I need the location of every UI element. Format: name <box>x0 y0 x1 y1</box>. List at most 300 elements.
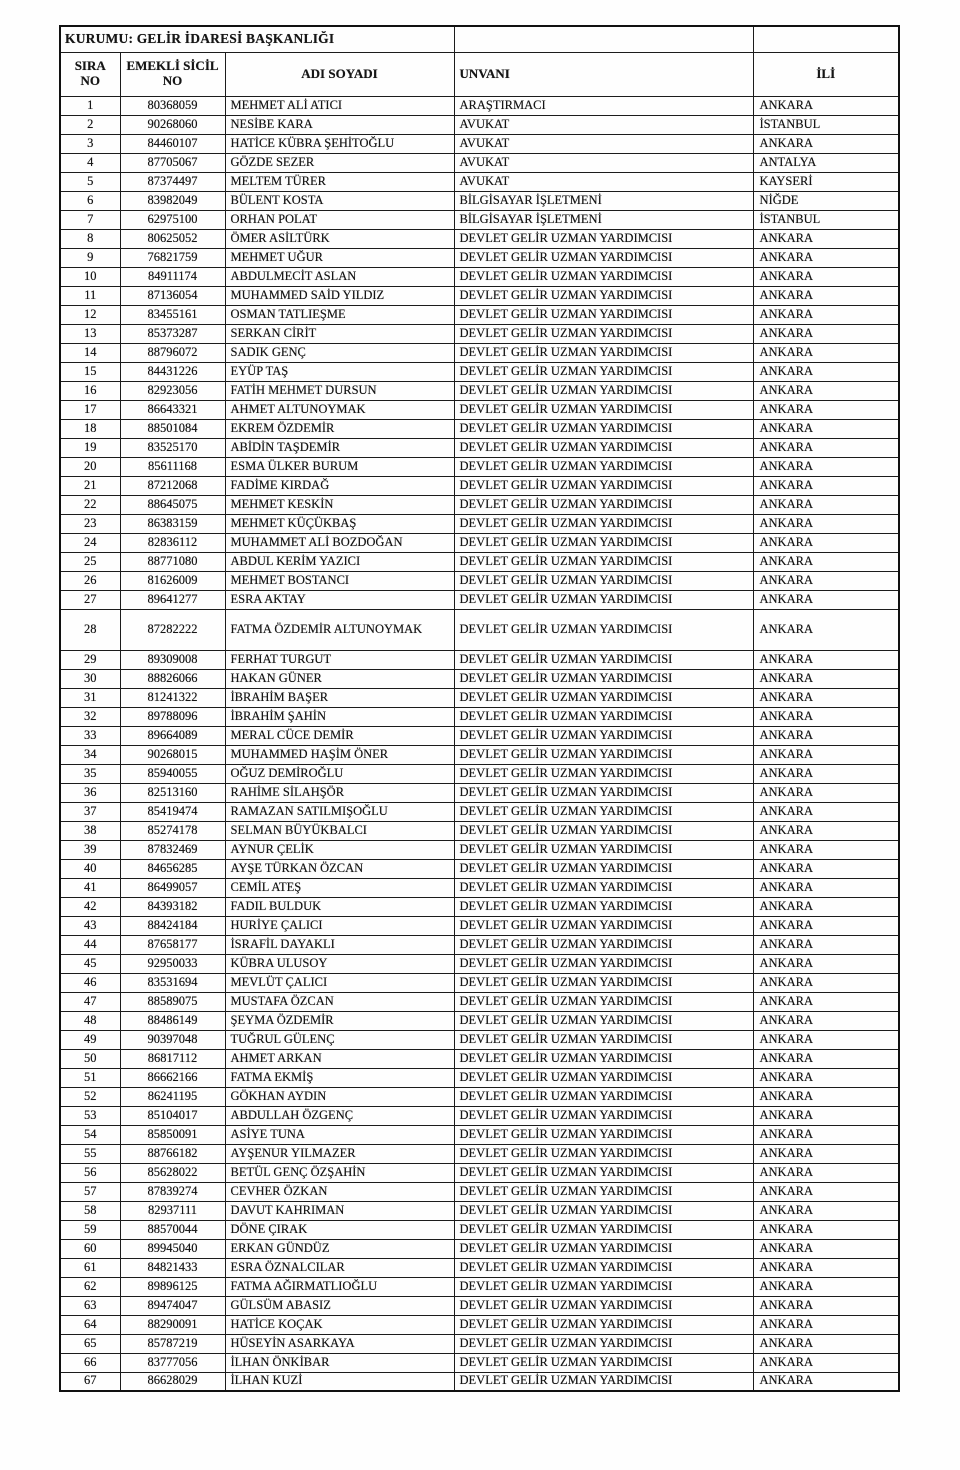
table-row <box>60 1201 899 1220</box>
cell-ili: ANKARA <box>753 840 899 859</box>
cell-emekli-sicil-no: 86628029 <box>120 1372 225 1391</box>
cell-sira-no: 11 <box>60 286 120 305</box>
cell-sira-no: 30 <box>60 669 120 688</box>
cell-ili: ANKARA <box>753 1182 899 1201</box>
cell-ili: ANKARA <box>753 992 899 1011</box>
cell-adi-soyadi: HAKAN GÜNER <box>225 669 454 688</box>
cell-emekli-sicil-no: 87374497 <box>120 172 225 191</box>
column-header-emekli-sicil-no: EMEKLİ SİCİL NO <box>120 52 225 96</box>
cell-adi-soyadi: İBRAHİM ŞAHİN <box>225 707 454 726</box>
table-row <box>60 191 899 210</box>
cell-emekli-sicil-no: 87705067 <box>120 153 225 172</box>
cell-adi-soyadi: GÜLSÜM ABASIZ <box>225 1296 454 1315</box>
cell-sira-no: 36 <box>60 783 120 802</box>
cell-emekli-sicil-no: 81626009 <box>120 571 225 590</box>
table-row <box>60 1239 899 1258</box>
table-row <box>60 1315 899 1334</box>
cell-sira-no: 23 <box>60 514 120 533</box>
cell-emekli-sicil-no: 87839274 <box>120 1182 225 1201</box>
cell-emekli-sicil-no: 84393182 <box>120 897 225 916</box>
cell-emekli-sicil-no: 85419474 <box>120 802 225 821</box>
cell-adi-soyadi: FATMA ÖZDEMİR ALTUNOYMAK <box>225 609 454 650</box>
cell-adi-soyadi: HÜSEYİN ASARKAYA <box>225 1334 454 1353</box>
table-row <box>60 859 899 878</box>
table-row <box>60 821 899 840</box>
table-row <box>60 1068 899 1087</box>
cell-unvani: BİLGİSAYAR İŞLETMENİ <box>454 210 753 229</box>
cell-emekli-sicil-no: 85104017 <box>120 1106 225 1125</box>
cell-adi-soyadi: HURİYE ÇALICI <box>225 916 454 935</box>
cell-sira-no: 29 <box>60 650 120 669</box>
table-row <box>60 590 899 609</box>
cell-emekli-sicil-no: 89309008 <box>120 650 225 669</box>
cell-adi-soyadi: ESMA ÜLKER BURUM <box>225 457 454 476</box>
cell-sira-no: 21 <box>60 476 120 495</box>
personnel-table <box>59 25 900 1392</box>
cell-sira-no: 47 <box>60 992 120 1011</box>
cell-ili: ANKARA <box>753 859 899 878</box>
table-row <box>60 305 899 324</box>
cell-adi-soyadi: MUHAMMED HAŞİM ÖNER <box>225 745 454 764</box>
cell-sira-no: 50 <box>60 1049 120 1068</box>
cell-ili: İSTANBUL <box>753 210 899 229</box>
table-row <box>60 650 899 669</box>
cell-adi-soyadi: ORHAN POLAT <box>225 210 454 229</box>
cell-sira-no: 66 <box>60 1353 120 1372</box>
table-row <box>60 476 899 495</box>
cell-adi-soyadi: İBRAHİM BAŞER <box>225 688 454 707</box>
cell-adi-soyadi: OĞUZ DEMİROĞLU <box>225 764 454 783</box>
cell-ili: ANKARA <box>753 134 899 153</box>
cell-sira-no: 9 <box>60 248 120 267</box>
cell-ili: ANKARA <box>753 552 899 571</box>
cell-emekli-sicil-no: 87136054 <box>120 286 225 305</box>
cell-emekli-sicil-no: 83455161 <box>120 305 225 324</box>
cell-emekli-sicil-no: 82923056 <box>120 381 225 400</box>
cell-adi-soyadi: MEVLÜT ÇALICI <box>225 973 454 992</box>
table-row <box>60 897 899 916</box>
cell-sira-no: 67 <box>60 1372 120 1391</box>
table-row <box>60 1372 899 1391</box>
cell-unvani: DEVLET GELİR UZMAN YARDIMCISI <box>454 438 753 457</box>
cell-sira-no: 13 <box>60 324 120 343</box>
cell-sira-no: 42 <box>60 897 120 916</box>
cell-emekli-sicil-no: 85787219 <box>120 1334 225 1353</box>
cell-adi-soyadi: İSRAFİL DAYAKLI <box>225 935 454 954</box>
cell-unvani: DEVLET GELİR UZMAN YARDIMCISI <box>454 726 753 745</box>
cell-unvani: DEVLET GELİR UZMAN YARDIMCISI <box>454 1220 753 1239</box>
table-row <box>60 669 899 688</box>
column-header-adi-soyadi: ADI SOYADI <box>225 52 454 96</box>
cell-sira-no: 12 <box>60 305 120 324</box>
cell-unvani: BİLGİSAYAR İŞLETMENİ <box>454 191 753 210</box>
cell-ili: ANKARA <box>753 476 899 495</box>
cell-emekli-sicil-no: 84460107 <box>120 134 225 153</box>
cell-ili: KAYSERİ <box>753 172 899 191</box>
table-row <box>60 992 899 1011</box>
kurumu-row <box>60 26 899 52</box>
cell-ili: ANKARA <box>753 286 899 305</box>
table-row <box>60 973 899 992</box>
column-header-sira-no: SIRA NO <box>60 52 120 96</box>
cell-adi-soyadi: SERKAN CİRİT <box>225 324 454 343</box>
cell-emekli-sicil-no: 82836112 <box>120 533 225 552</box>
cell-unvani: DEVLET GELİR UZMAN YARDIMCISI <box>454 457 753 476</box>
cell-sira-no: 58 <box>60 1201 120 1220</box>
cell-adi-soyadi: AYŞE TÜRKAN ÖZCAN <box>225 859 454 878</box>
cell-sira-no: 53 <box>60 1106 120 1125</box>
cell-ili: ANKARA <box>753 1353 899 1372</box>
table-row <box>60 457 899 476</box>
cell-unvani: DEVLET GELİR UZMAN YARDIMCISI <box>454 1372 753 1391</box>
cell-emekli-sicil-no: 85373287 <box>120 324 225 343</box>
cell-adi-soyadi: SELMAN BÜYÜKBALCI <box>225 821 454 840</box>
cell-unvani: DEVLET GELİR UZMAN YARDIMCISI <box>454 1334 753 1353</box>
table-row <box>60 707 899 726</box>
table-row <box>60 267 899 286</box>
cell-ili: ANKARA <box>753 1163 899 1182</box>
table-row <box>60 552 899 571</box>
kurumu-empty-cell-2 <box>753 26 899 52</box>
cell-adi-soyadi: ESRA ÖZNALCILAR <box>225 1258 454 1277</box>
cell-unvani: AVUKAT <box>454 153 753 172</box>
cell-emekli-sicil-no: 83777056 <box>120 1353 225 1372</box>
cell-emekli-sicil-no: 80368059 <box>120 96 225 115</box>
cell-ili: ANKARA <box>753 229 899 248</box>
cell-unvani: DEVLET GELİR UZMAN YARDIMCISI <box>454 381 753 400</box>
cell-sira-no: 49 <box>60 1030 120 1049</box>
cell-sira-no: 14 <box>60 343 120 362</box>
cell-emekli-sicil-no: 88766182 <box>120 1144 225 1163</box>
cell-adi-soyadi: FATİH MEHMET DURSUN <box>225 381 454 400</box>
cell-unvani: DEVLET GELİR UZMAN YARDIMCISI <box>454 1030 753 1049</box>
cell-emekli-sicil-no: 82937111 <box>120 1201 225 1220</box>
cell-adi-soyadi: NESİBE KARA <box>225 115 454 134</box>
table-row <box>60 1220 899 1239</box>
cell-ili: ANKARA <box>753 1258 899 1277</box>
cell-emekli-sicil-no: 88796072 <box>120 343 225 362</box>
cell-emekli-sicil-no: 88486149 <box>120 1011 225 1030</box>
cell-adi-soyadi: SADIK GENÇ <box>225 343 454 362</box>
cell-emekli-sicil-no: 88290091 <box>120 1315 225 1334</box>
cell-sira-no: 25 <box>60 552 120 571</box>
cell-adi-soyadi: MEHMET UĞUR <box>225 248 454 267</box>
cell-unvani: AVUKAT <box>454 172 753 191</box>
cell-unvani: DEVLET GELİR UZMAN YARDIMCISI <box>454 1106 753 1125</box>
cell-sira-no: 32 <box>60 707 120 726</box>
cell-adi-soyadi: KÜBRA ULUSOY <box>225 954 454 973</box>
cell-adi-soyadi: MUHAMMET ALİ BOZDOĞAN <box>225 533 454 552</box>
table-row <box>60 1106 899 1125</box>
cell-sira-no: 56 <box>60 1163 120 1182</box>
cell-sira-no: 16 <box>60 381 120 400</box>
table-row <box>60 495 899 514</box>
kurumu-label: KURUMU: GELİR İDARESİ BAŞKANLIĞI <box>60 26 454 52</box>
cell-emekli-sicil-no: 86241195 <box>120 1087 225 1106</box>
cell-unvani: DEVLET GELİR UZMAN YARDIMCISI <box>454 916 753 935</box>
cell-ili: ANKARA <box>753 590 899 609</box>
cell-adi-soyadi: BETÜL GENÇ ÖZŞAHİN <box>225 1163 454 1182</box>
table-row <box>60 514 899 533</box>
cell-ili: ANKARA <box>753 1106 899 1125</box>
cell-sira-no: 19 <box>60 438 120 457</box>
cell-emekli-sicil-no: 87658177 <box>120 935 225 954</box>
cell-unvani: DEVLET GELİR UZMAN YARDIMCISI <box>454 343 753 362</box>
cell-adi-soyadi: CEMİL ATEŞ <box>225 878 454 897</box>
cell-adi-soyadi: MEHMET ALİ ATICI <box>225 96 454 115</box>
cell-sira-no: 22 <box>60 495 120 514</box>
cell-sira-no: 55 <box>60 1144 120 1163</box>
cell-adi-soyadi: EKREM ÖZDEMİR <box>225 419 454 438</box>
cell-unvani: DEVLET GELİR UZMAN YARDIMCISI <box>454 992 753 1011</box>
cell-sira-no: 28 <box>60 609 120 650</box>
cell-sira-no: 37 <box>60 802 120 821</box>
cell-adi-soyadi: ABİDİN TAŞDEMİR <box>225 438 454 457</box>
cell-unvani: DEVLET GELİR UZMAN YARDIMCISI <box>454 609 753 650</box>
table-row <box>60 400 899 419</box>
cell-unvani: DEVLET GELİR UZMAN YARDIMCISI <box>454 590 753 609</box>
cell-ili: ANKARA <box>753 1372 899 1391</box>
cell-emekli-sicil-no: 86383159 <box>120 514 225 533</box>
cell-unvani: DEVLET GELİR UZMAN YARDIMCISI <box>454 514 753 533</box>
table-row <box>60 438 899 457</box>
cell-ili: ANKARA <box>753 1030 899 1049</box>
cell-adi-soyadi: ERKAN GÜNDÜZ <box>225 1239 454 1258</box>
cell-ili: İSTANBUL <box>753 115 899 134</box>
cell-adi-soyadi: MEHMET KÜÇÜKBAŞ <box>225 514 454 533</box>
cell-emekli-sicil-no: 89945040 <box>120 1239 225 1258</box>
cell-adi-soyadi: RAHİME SİLAHŞÖR <box>225 783 454 802</box>
table-row <box>60 745 899 764</box>
cell-unvani: DEVLET GELİR UZMAN YARDIMCISI <box>454 859 753 878</box>
cell-ili: ANKARA <box>753 707 899 726</box>
cell-unvani: AVUKAT <box>454 134 753 153</box>
table-row <box>60 1277 899 1296</box>
cell-adi-soyadi: FERHAT TURGUT <box>225 650 454 669</box>
cell-ili: ANKARA <box>753 1125 899 1144</box>
table-row <box>60 764 899 783</box>
cell-sira-no: 18 <box>60 419 120 438</box>
cell-adi-soyadi: AHMET ARKAN <box>225 1049 454 1068</box>
table-row <box>60 1011 899 1030</box>
cell-emekli-sicil-no: 86643321 <box>120 400 225 419</box>
cell-sira-no: 39 <box>60 840 120 859</box>
cell-ili: ANKARA <box>753 745 899 764</box>
cell-unvani: DEVLET GELİR UZMAN YARDIMCISI <box>454 552 753 571</box>
table-row <box>60 134 899 153</box>
cell-emekli-sicil-no: 86499057 <box>120 878 225 897</box>
cell-unvani: DEVLET GELİR UZMAN YARDIMCISI <box>454 305 753 324</box>
cell-sira-no: 15 <box>60 362 120 381</box>
cell-adi-soyadi: MUHAMMED SAİD YILDIZ <box>225 286 454 305</box>
column-header-row <box>60 52 899 96</box>
cell-sira-no: 44 <box>60 935 120 954</box>
cell-ili: ANKARA <box>753 571 899 590</box>
table-row <box>60 783 899 802</box>
cell-adi-soyadi: MELTEM TÜRER <box>225 172 454 191</box>
cell-ili: ANKARA <box>753 954 899 973</box>
table-row <box>60 229 899 248</box>
cell-unvani: DEVLET GELİR UZMAN YARDIMCISI <box>454 495 753 514</box>
cell-adi-soyadi: ASİYE TUNA <box>225 1125 454 1144</box>
cell-unvani: DEVLET GELİR UZMAN YARDIMCISI <box>454 533 753 552</box>
cell-adi-soyadi: GÖKHAN AYDIN <box>225 1087 454 1106</box>
cell-unvani: DEVLET GELİR UZMAN YARDIMCISI <box>454 1049 753 1068</box>
cell-ili: ANKARA <box>753 973 899 992</box>
cell-ili: ANKARA <box>753 400 899 419</box>
cell-ili: ANKARA <box>753 1201 899 1220</box>
cell-sira-no: 64 <box>60 1315 120 1334</box>
cell-emekli-sicil-no: 76821759 <box>120 248 225 267</box>
cell-sira-no: 35 <box>60 764 120 783</box>
table-row <box>60 115 899 134</box>
cell-ili: ANKARA <box>753 650 899 669</box>
cell-sira-no: 59 <box>60 1220 120 1239</box>
table-row <box>60 802 899 821</box>
cell-sira-no: 40 <box>60 859 120 878</box>
cell-sira-no: 7 <box>60 210 120 229</box>
cell-emekli-sicil-no: 84911174 <box>120 267 225 286</box>
cell-adi-soyadi: DAVUT KAHRIMAN <box>225 1201 454 1220</box>
cell-emekli-sicil-no: 88826066 <box>120 669 225 688</box>
cell-unvani: DEVLET GELİR UZMAN YARDIMCISI <box>454 324 753 343</box>
cell-adi-soyadi: AYNUR ÇELİK <box>225 840 454 859</box>
table-row <box>60 571 899 590</box>
cell-unvani: DEVLET GELİR UZMAN YARDIMCISI <box>454 1144 753 1163</box>
cell-ili: ANKARA <box>753 362 899 381</box>
table-row <box>60 1258 899 1277</box>
cell-adi-soyadi: MUSTAFA ÖZCAN <box>225 992 454 1011</box>
cell-ili: ANKARA <box>753 764 899 783</box>
cell-unvani: ARAŞTIRMACI <box>454 96 753 115</box>
cell-emekli-sicil-no: 89474047 <box>120 1296 225 1315</box>
cell-sira-no: 26 <box>60 571 120 590</box>
cell-sira-no: 3 <box>60 134 120 153</box>
table-row <box>60 248 899 267</box>
cell-ili: ANKARA <box>753 726 899 745</box>
cell-unvani: DEVLET GELİR UZMAN YARDIMCISI <box>454 897 753 916</box>
cell-unvani: DEVLET GELİR UZMAN YARDIMCISI <box>454 669 753 688</box>
column-header-ili: İLİ <box>753 52 899 96</box>
cell-adi-soyadi: ABDULLAH ÖZGENÇ <box>225 1106 454 1125</box>
cell-sira-no: 46 <box>60 973 120 992</box>
cell-unvani: DEVLET GELİR UZMAN YARDIMCISI <box>454 973 753 992</box>
cell-ili: ANKARA <box>753 688 899 707</box>
cell-emekli-sicil-no: 87212068 <box>120 476 225 495</box>
cell-ili: ANKARA <box>753 1220 899 1239</box>
cell-emekli-sicil-no: 85850091 <box>120 1125 225 1144</box>
cell-unvani: DEVLET GELİR UZMAN YARDIMCISI <box>454 707 753 726</box>
cell-sira-no: 65 <box>60 1334 120 1353</box>
cell-ili: ANKARA <box>753 419 899 438</box>
cell-ili: ANKARA <box>753 916 899 935</box>
cell-sira-no: 52 <box>60 1087 120 1106</box>
cell-unvani: DEVLET GELİR UZMAN YARDIMCISI <box>454 783 753 802</box>
cell-emekli-sicil-no: 88424184 <box>120 916 225 935</box>
cell-ili: ANKARA <box>753 533 899 552</box>
cell-unvani: DEVLET GELİR UZMAN YARDIMCISI <box>454 248 753 267</box>
table-row <box>60 935 899 954</box>
cell-unvani: DEVLET GELİR UZMAN YARDIMCISI <box>454 764 753 783</box>
cell-unvani: DEVLET GELİR UZMAN YARDIMCISI <box>454 229 753 248</box>
cell-sira-no: 24 <box>60 533 120 552</box>
cell-emekli-sicil-no: 86662166 <box>120 1068 225 1087</box>
cell-emekli-sicil-no: 88589075 <box>120 992 225 1011</box>
cell-ili: NİĞDE <box>753 191 899 210</box>
cell-ili: ANKARA <box>753 248 899 267</box>
cell-adi-soyadi: AHMET ALTUNOYMAK <box>225 400 454 419</box>
cell-sira-no: 43 <box>60 916 120 935</box>
cell-ili: ANKARA <box>753 1068 899 1087</box>
cell-unvani: DEVLET GELİR UZMAN YARDIMCISI <box>454 954 753 973</box>
cell-adi-soyadi: İLHAN KUZİ <box>225 1372 454 1391</box>
cell-ili: ANKARA <box>753 96 899 115</box>
table-row <box>60 726 899 745</box>
cell-emekli-sicil-no: 85274178 <box>120 821 225 840</box>
cell-unvani: DEVLET GELİR UZMAN YARDIMCISI <box>454 571 753 590</box>
table-row <box>60 362 899 381</box>
cell-adi-soyadi: HATİCE KOÇAK <box>225 1315 454 1334</box>
cell-unvani: DEVLET GELİR UZMAN YARDIMCISI <box>454 935 753 954</box>
cell-ili: ANKARA <box>753 1315 899 1334</box>
table-row <box>60 172 899 191</box>
cell-adi-soyadi: İLHAN ÖNKİBAR <box>225 1353 454 1372</box>
table-row <box>60 878 899 897</box>
cell-adi-soyadi: DÖNE ÇIRAK <box>225 1220 454 1239</box>
cell-ili: ANKARA <box>753 1049 899 1068</box>
cell-emekli-sicil-no: 84431226 <box>120 362 225 381</box>
cell-sira-no: 63 <box>60 1296 120 1315</box>
table-row <box>60 1296 899 1315</box>
cell-adi-soyadi: FATMA EKMİŞ <box>225 1068 454 1087</box>
table-row <box>60 1182 899 1201</box>
table-row <box>60 1125 899 1144</box>
cell-sira-no: 31 <box>60 688 120 707</box>
table-row <box>60 153 899 172</box>
cell-sira-no: 54 <box>60 1125 120 1144</box>
cell-sira-no: 57 <box>60 1182 120 1201</box>
cell-unvani: DEVLET GELİR UZMAN YARDIMCISI <box>454 745 753 764</box>
cell-emekli-sicil-no: 62975100 <box>120 210 225 229</box>
table-row <box>60 381 899 400</box>
cell-emekli-sicil-no: 88570044 <box>120 1220 225 1239</box>
table-row <box>60 210 899 229</box>
cell-unvani: DEVLET GELİR UZMAN YARDIMCISI <box>454 802 753 821</box>
cell-adi-soyadi: OSMAN TATLIEŞME <box>225 305 454 324</box>
cell-unvani: DEVLET GELİR UZMAN YARDIMCISI <box>454 821 753 840</box>
cell-sira-no: 1 <box>60 96 120 115</box>
cell-sira-no: 62 <box>60 1277 120 1296</box>
table-row <box>60 1334 899 1353</box>
cell-ili: ANKARA <box>753 514 899 533</box>
cell-unvani: DEVLET GELİR UZMAN YARDIMCISI <box>454 1277 753 1296</box>
cell-adi-soyadi: CEVHER ÖZKAN <box>225 1182 454 1201</box>
cell-adi-soyadi: GÖZDE SEZER <box>225 153 454 172</box>
cell-unvani: DEVLET GELİR UZMAN YARDIMCISI <box>454 1182 753 1201</box>
cell-emekli-sicil-no: 84656285 <box>120 859 225 878</box>
table-row <box>60 1030 899 1049</box>
cell-ili: ANTALYA <box>753 153 899 172</box>
cell-sira-no: 10 <box>60 267 120 286</box>
table-row <box>60 343 899 362</box>
cell-adi-soyadi: FATMA AĞIRMATLIOĞLU <box>225 1277 454 1296</box>
table-row <box>60 533 899 552</box>
table-row <box>60 840 899 859</box>
cell-ili: ANKARA <box>753 1334 899 1353</box>
cell-adi-soyadi: ŞEYMA ÖZDEMİR <box>225 1011 454 1030</box>
cell-adi-soyadi: ABDUL KERİM YAZICI <box>225 552 454 571</box>
cell-ili: ANKARA <box>753 935 899 954</box>
